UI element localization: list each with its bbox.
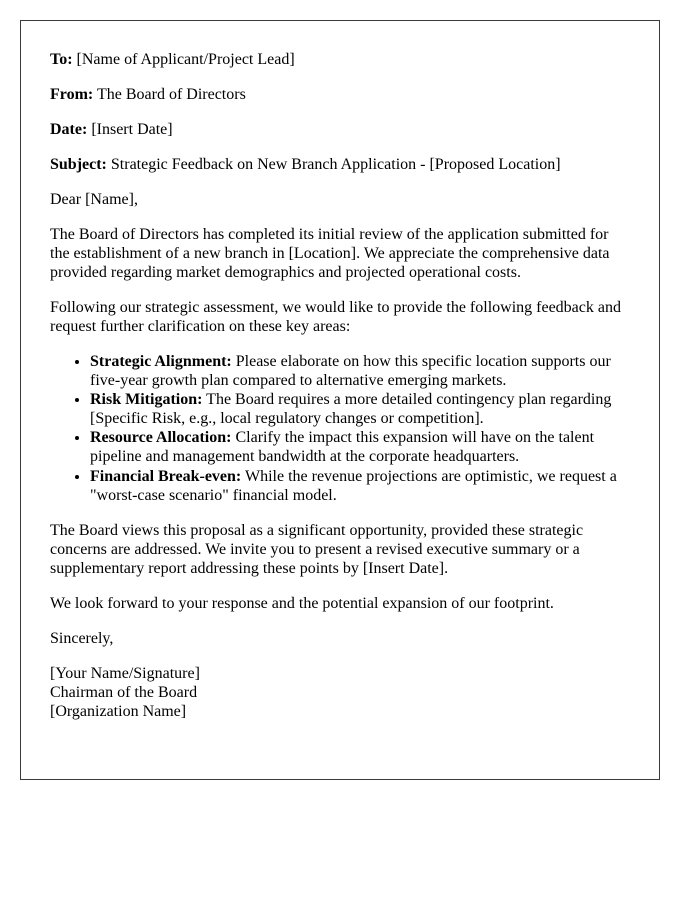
field-subject: [50, 155, 631, 174]
paragraph-opportunity: The Board views this proposal as a significant opportunity, provided these strategic concerns are addressed. We invite you to present a revised executive summary or a supplementary report addressing these points by [Insert Date].: [50, 521, 584, 577]
signature-name: [Your Name/Signature]: [50, 664, 200, 682]
field-label-from: From:: [50, 86, 94, 104]
paragraph-assessment: Following our strategic assessment, we would like to provide the following feedback and request further clarification on these key areas:: [50, 299, 621, 336]
field-label-date: Date:: [50, 121, 88, 139]
bullet-lead-financial-break-even: Financial Break-even:: [90, 467, 242, 485]
bullet-text: Please elaborate on how this specific location supports our five-year growth plan compared to alternative emerging markets.: [90, 353, 611, 390]
list-item: [90, 352, 631, 390]
signature-organization: [Organization Name]: [50, 702, 187, 720]
field-value-from: The Board of Directors: [96, 86, 246, 104]
field-date: [50, 120, 631, 139]
field-value-date: [Insert Date]: [91, 121, 173, 139]
letter-document: [20, 20, 660, 780]
bullet-lead-risk-mitigation: Risk Mitigation:: [90, 391, 203, 409]
list-item: [90, 467, 631, 505]
feedback-list: [50, 352, 631, 504]
field-label-subject: Subject:: [50, 156, 107, 174]
field-value-to: [Name of Applicant/Project Lead]: [76, 51, 295, 68]
paragraph-lookforward: We look forward to your response and the potential expansion of our footprint.: [50, 594, 554, 612]
bullet-text: While the revenue projections are optimistic, we request a "worst-case scenario" financial model.: [90, 467, 617, 504]
salutation: Dear [Name],: [50, 191, 138, 209]
field-from: [50, 85, 631, 104]
signature-block: [50, 664, 631, 721]
bullet-lead-strategic-alignment: Strategic Alignment:: [90, 353, 232, 371]
bullet-text: The Board requires a more detailed contingency plan regarding [Specific Risk, e.g., local regulatory changes or competition].: [90, 391, 612, 428]
paragraph-intro: The Board of Directors has completed its initial review of the application submitted for the establishment of a new branch in [Location]. We appreciate the comprehensive data provided regarding market demographics and projected operational costs.: [50, 226, 610, 282]
list-item: [90, 390, 631, 428]
bullet-lead-resource-allocation: Resource Allocation:: [90, 429, 232, 447]
list-item: [90, 428, 631, 466]
closing: Sincerely,: [50, 629, 114, 647]
bullet-text: Clarify the impact this expansion will have on the talent pipeline and management bandwidth at the corporate headquarters.: [90, 429, 595, 466]
field-value-subject: Strategic Feedback on New Branch Application - [Proposed Location]: [110, 156, 561, 174]
signature-title: Chairman of the Board: [50, 683, 198, 701]
field-label-to: To:: [50, 51, 73, 68]
field-to: [50, 50, 631, 69]
